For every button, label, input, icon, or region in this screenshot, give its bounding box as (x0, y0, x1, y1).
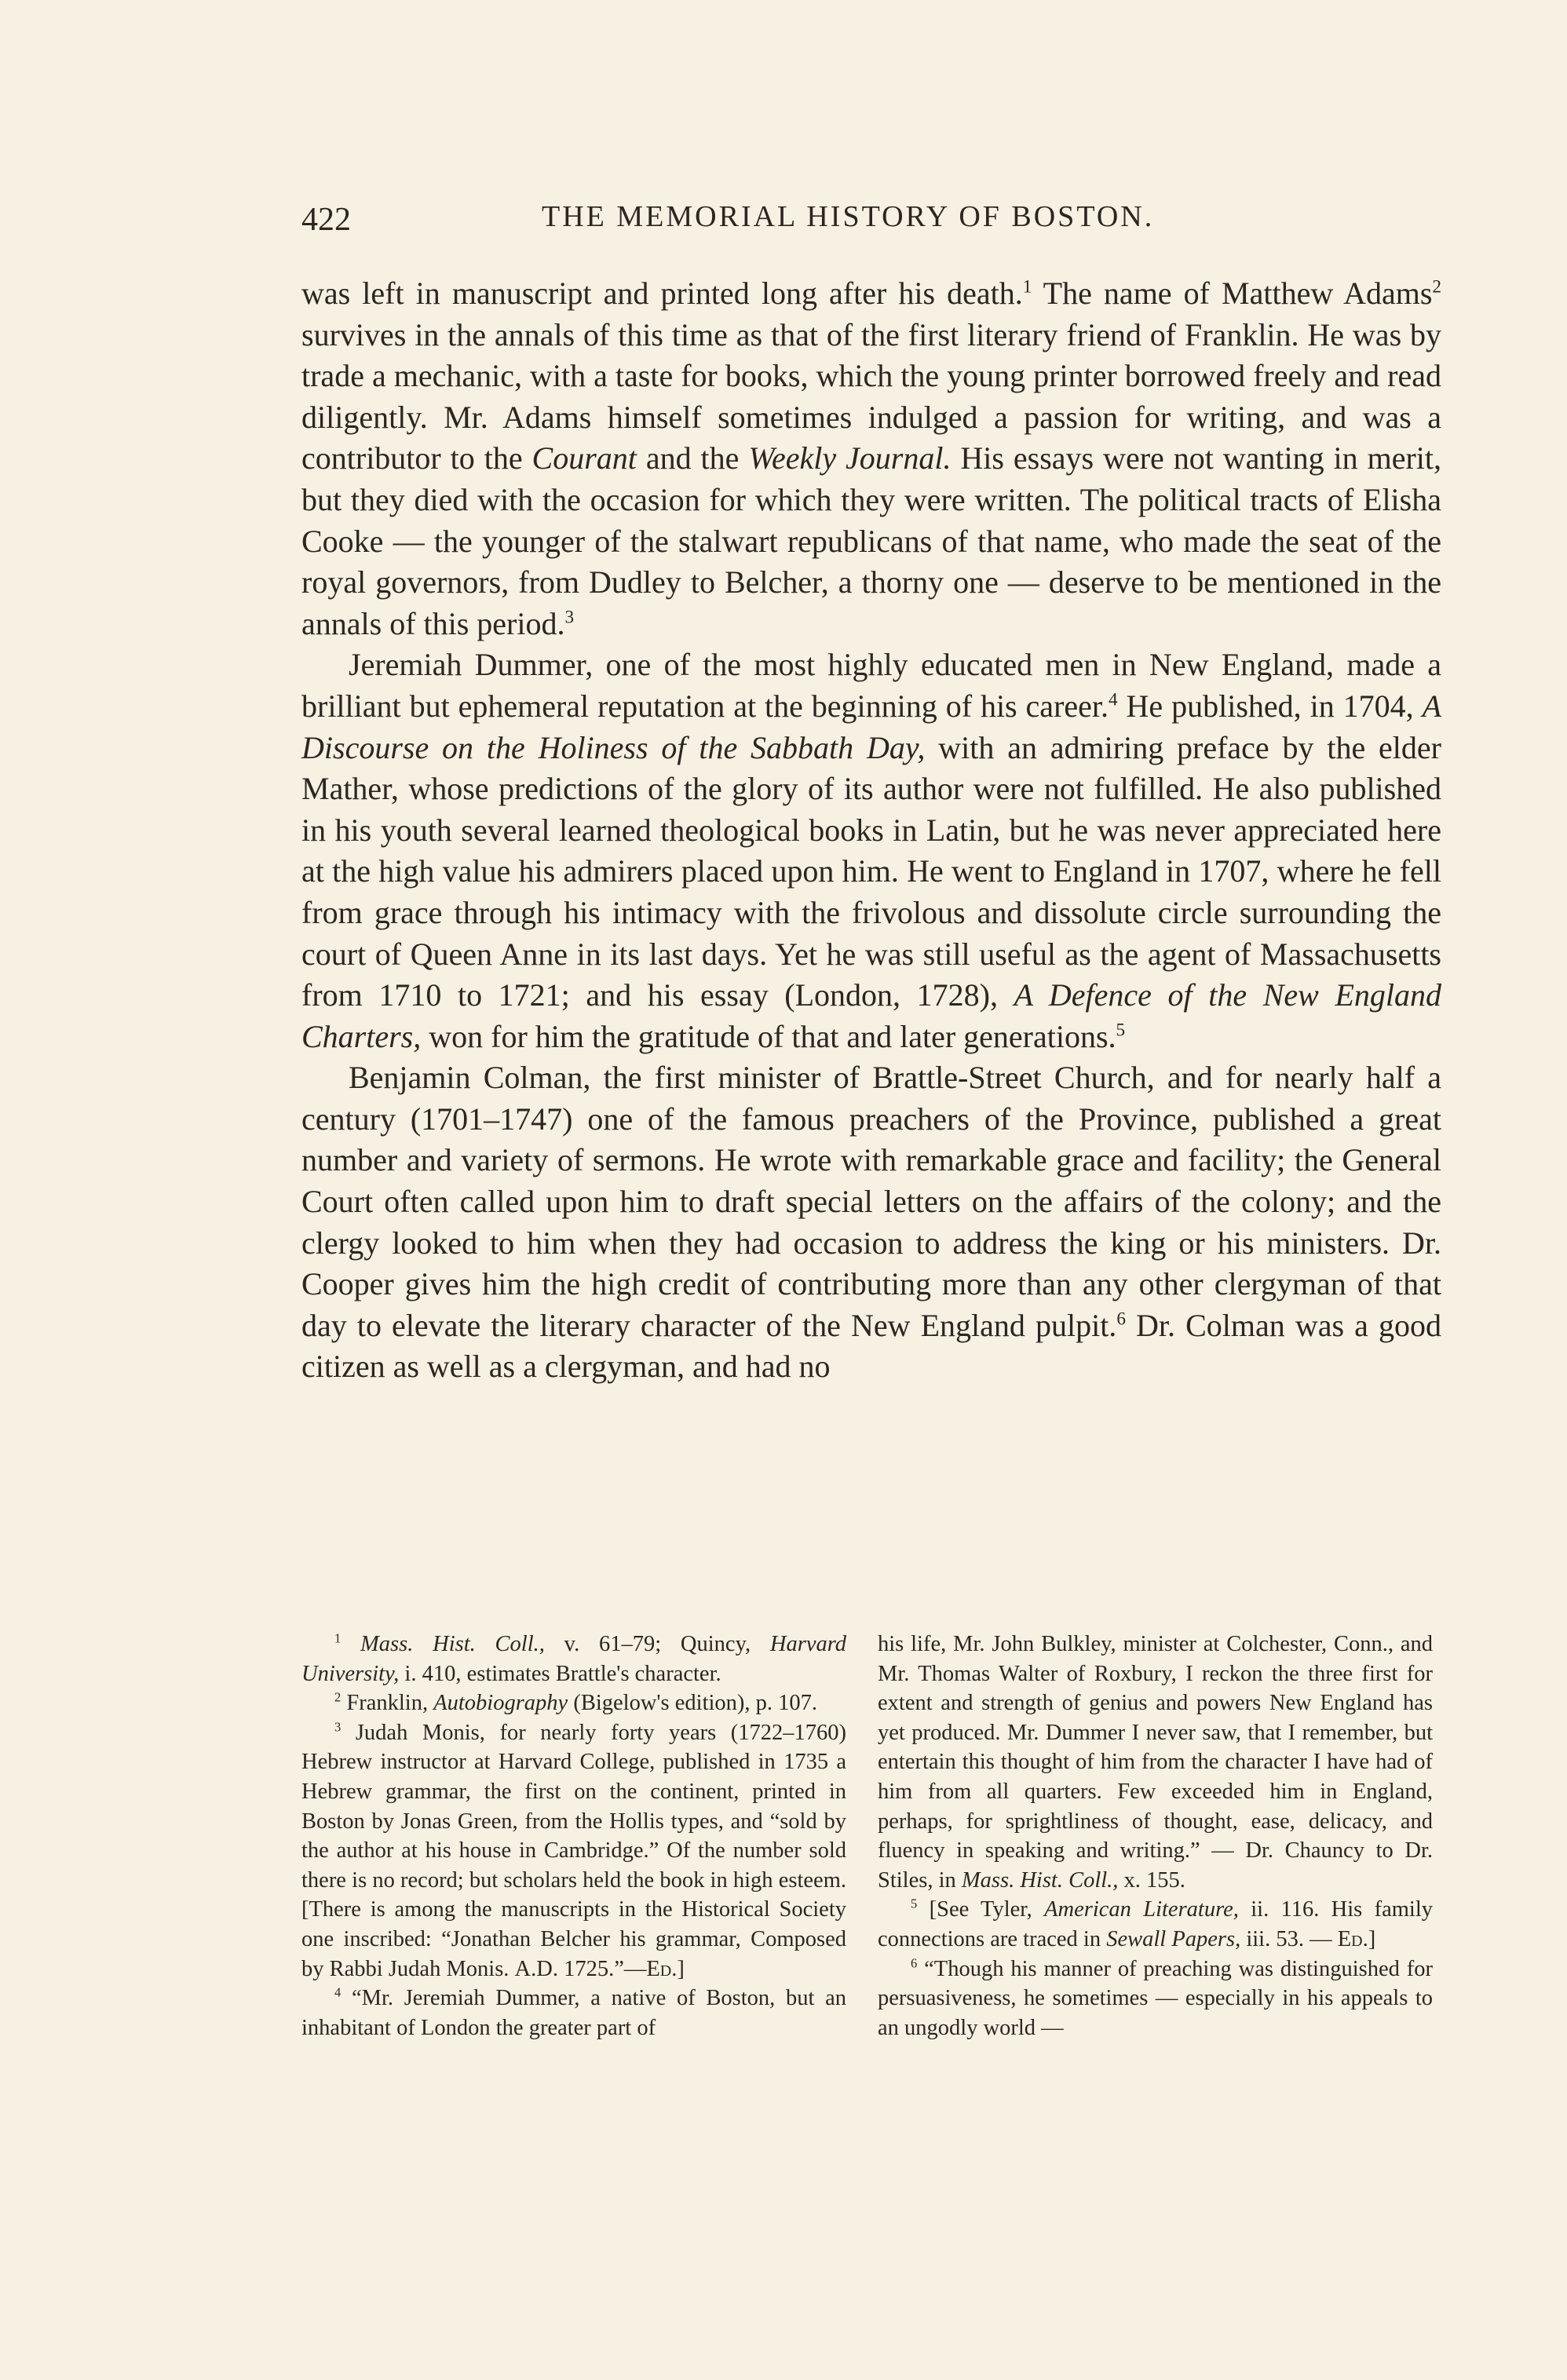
footnote-ref: 1 (1022, 276, 1032, 298)
paragraph-colman: Benjamin Colman, the first minister of Brattle-Street Church, and for nearly half a century (1701–1747) one of the famous preachers of the Province, published a great number and variety of sermons. He wrote with remarkable grace and facility; the General Court often called upon him to draft special letters on the affairs of the colony; and the clergy looked to him when they had occasion to address the king or his ministers. Dr. Cooper gives him the high credit of contributing more than any other clergyman of that day to elevate the literary character of the New England pulpit.$^6$ Dr. Colman was a good citizen as well as a clergyman, and had no (301, 1060, 1442, 1385)
footnote-6: $^6$ “Though his manner of preaching was distinguished for persuasiveness, he sometimes — especially in his appeals to an ungodly world — (878, 1955, 1433, 2040)
footnote-ref: 4 (1109, 689, 1118, 710)
title-italic: Weekly Journal. (748, 440, 952, 476)
footnote-2: $^2$ Franklin, Autobiography (Bigelow's edition), p. 107. (334, 1689, 818, 1716)
page-number: 422 (301, 202, 351, 238)
title-italic: Courant (531, 440, 637, 476)
footnote-4-continued: his life, Mr. John Bulkley, minister at Colchester, Conn., and Mr. Thomas Walter of Roxbury, I reckon the three first for extent and strength of genius and powers New England has yet produced. Mr. Dummer I never saw, that I remember, but entertain this thought of him from the character I have had of him from all quarters. Few exceeded him in England, perhaps, for sprightliness of thought, ease, delicacy, and fluency in speaking and writing.” — Dr. Chauncy to Dr. Stiles, in Mass. Hist. Coll., x. 155. (878, 1632, 1433, 1893)
footnote-4: $^4$ “Mr. Jeremiah Dummer, a native of Boston, but an inhabitant of London the greater part of (301, 1984, 846, 2040)
footnotes-right-column (878, 1630, 1433, 2042)
title-italic: A Discourse on the Holiness of the Sabbath Day, (301, 688, 1441, 765)
main-text (301, 273, 1441, 1388)
footnote-ref: 3 (564, 607, 575, 628)
footnote-ref: 2 (1432, 276, 1441, 298)
footnotes-left-column (301, 1630, 846, 2042)
paragraph-dummer: Jeremiah Dummer, one of the most highly educated men in New England, made a brilliant but ephemeral reputation at the beginning of his career.$^4$ He published, in 1704, A Discourse on the Holiness of the Sabbath Day, with an admiring preface by the elder Mather, whose predictions of the glory of its author were not fulfilled. He also published in his youth several learned theological books in Latin, but he was never appreciated here at the high value his admirers placed upon him. He went to England in 1707, where he fell from grace through his intimacy with the frivolous and dissolute circle surrounding the court of Queen Anne in its last days. Yet he was still useful as the agent of Massachusetts from 1710 to 1721; and his essay (London, 1728), A Defence of the New England Charters, won for him the gratitude of that and later generations.$^5$ (301, 647, 1441, 1054)
footnote-3: $^3$ Judah Monis, for nearly forty years (1722–1760) Hebrew instructor at Harvard College, published in 1735 a Hebrew grammar, the first on the continent, printed in Boston by Jonas Green, from the Hollis types, and “sold by the author at his house in Cambridge.” Of the number sold there is no record; but scholars held the book in high esteem. [There is among the manuscripts in the Historical Society one inscribed: “Jonathan Belcher his grammar, Composed by Rabbi Judah Monis. A.D. 1725.”—Ed.] (301, 1719, 846, 1981)
running-head: THE MEMORIAL HISTORY OF BOSTON. (542, 200, 1155, 233)
paragraph-adams: was left in manuscript and printed long after his death.$^1$ The name of Matthew Adams$^2$ survives in the annals of this time as that of the first literary friend of Franklin. He was by trade a mechanic, with a taste for books, which the young printer borrowed freely and read diligently. Mr. Adams himself sometimes indulged a passion for writing, and was a contributor to the Courant and the Weekly Journal. His essays were not wanting in merit, but they died with the occasion for which they were written. The political tracts of Elisha Cooke — the younger of the stalwart republicans of that name, who made the seat of the royal governors, from Dudley to Belcher, a thorny one — deserve to be mentioned in the annals of this period.$^3$ (301, 276, 1442, 641)
footnote-ref: 5 (1116, 1020, 1126, 1041)
footnote-1: $^1$ Mass. Hist. Coll., v. 61–79; Quincy, Harvard University, i. 410, estimates Brattle's character. (301, 1630, 846, 1686)
title-italic: A Defence of the New England Charters, (301, 977, 1441, 1054)
footnote-ref: 6 (1116, 1309, 1126, 1330)
footnote-5: $^5$ [See Tyler, American Literature, ii. 116. His family connections are traced in Sewall Papers, iii. 53. — Ed.] (878, 1896, 1434, 1951)
